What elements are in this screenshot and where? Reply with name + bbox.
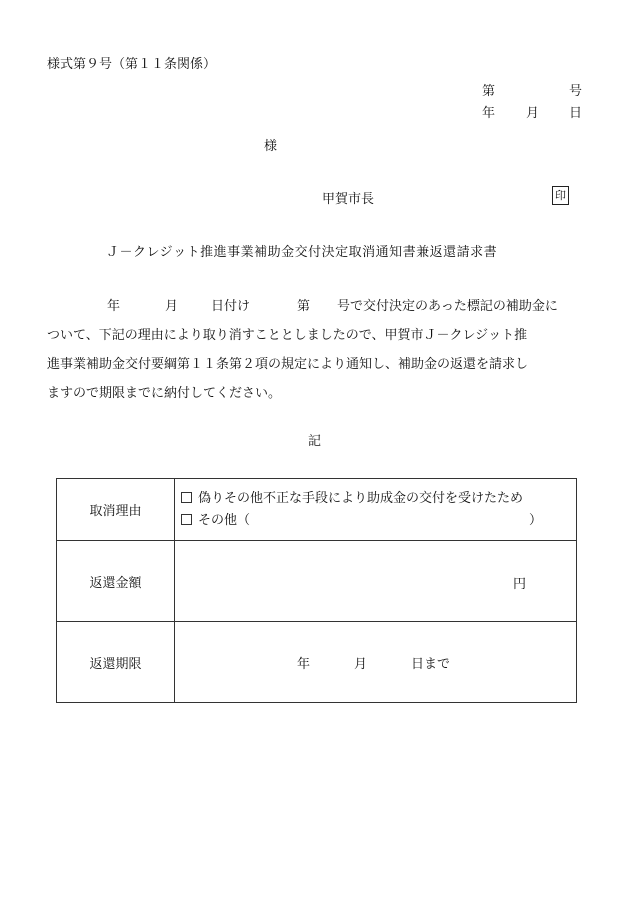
table-row-amount [57, 541, 577, 622]
body-month: 月 [165, 299, 179, 314]
ki-heading: 記 [308, 434, 322, 449]
deadline-label: 返還期限 [57, 622, 175, 703]
number-go: 号 [568, 84, 582, 99]
reason-options [175, 479, 577, 541]
body-line-4: ますので期限までに納付してください。 [47, 386, 282, 401]
deadline-year: 年 [297, 656, 311, 672]
amount-field[interactable] [175, 541, 577, 622]
body-year: 年 [107, 299, 121, 314]
checkbox-icon[interactable] [181, 514, 192, 525]
body-line-1 [47, 292, 582, 321]
deadline-field[interactable] [175, 622, 577, 703]
number-dai: 第 [482, 84, 496, 99]
body-line-1-rest: 号で交付決定のあった標記の補助金に [337, 299, 558, 314]
reason-option-2[interactable] [175, 510, 576, 532]
issuer-name: 甲賀市長 [322, 192, 375, 207]
reason-option-2-text: その他（ [198, 512, 251, 528]
body-date-suffix: 日付け [211, 299, 251, 314]
document-number-date [482, 80, 582, 124]
addressee-suffix: 様 [264, 139, 278, 154]
reason-option-1-text: 偽りその他不正な手段により助成金の交付を受けたため [198, 490, 524, 506]
reason-label: 取消理由 [57, 479, 175, 541]
table-row-reason [57, 479, 577, 541]
yen-unit: 円 [512, 577, 526, 592]
body-line-3: 進事業補助金交付要綱第１１条第２項の規定により通知し、補助金の返還を請求し [47, 357, 529, 372]
deadline-day-until: 日まで [411, 656, 451, 672]
reason-option-1[interactable] [175, 488, 576, 510]
date-day: 日 [568, 106, 582, 121]
body-paragraph [47, 292, 582, 408]
table-row-deadline [57, 622, 577, 703]
body-line-2: ついて、下記の理由により取り消すこととしましたので、甲賀市Ｊ－クレジット推 [47, 328, 528, 343]
document-title: Ｊ－クレジット推進事業補助金交付決定取消通知書兼返還請求書 [106, 245, 498, 260]
reason-option-2-close: ） [528, 512, 542, 528]
date-year: 年 [482, 106, 496, 121]
seal-mark: 印 [552, 186, 569, 205]
body-number-prefix: 第 [297, 299, 311, 314]
amount-label: 返還金額 [57, 541, 175, 622]
date-month: 月 [526, 106, 540, 121]
deadline-month: 月 [354, 656, 368, 672]
form-number: 様式第９号（第１１条関係） [47, 57, 217, 72]
details-table [56, 478, 577, 703]
checkbox-icon[interactable] [181, 492, 192, 503]
